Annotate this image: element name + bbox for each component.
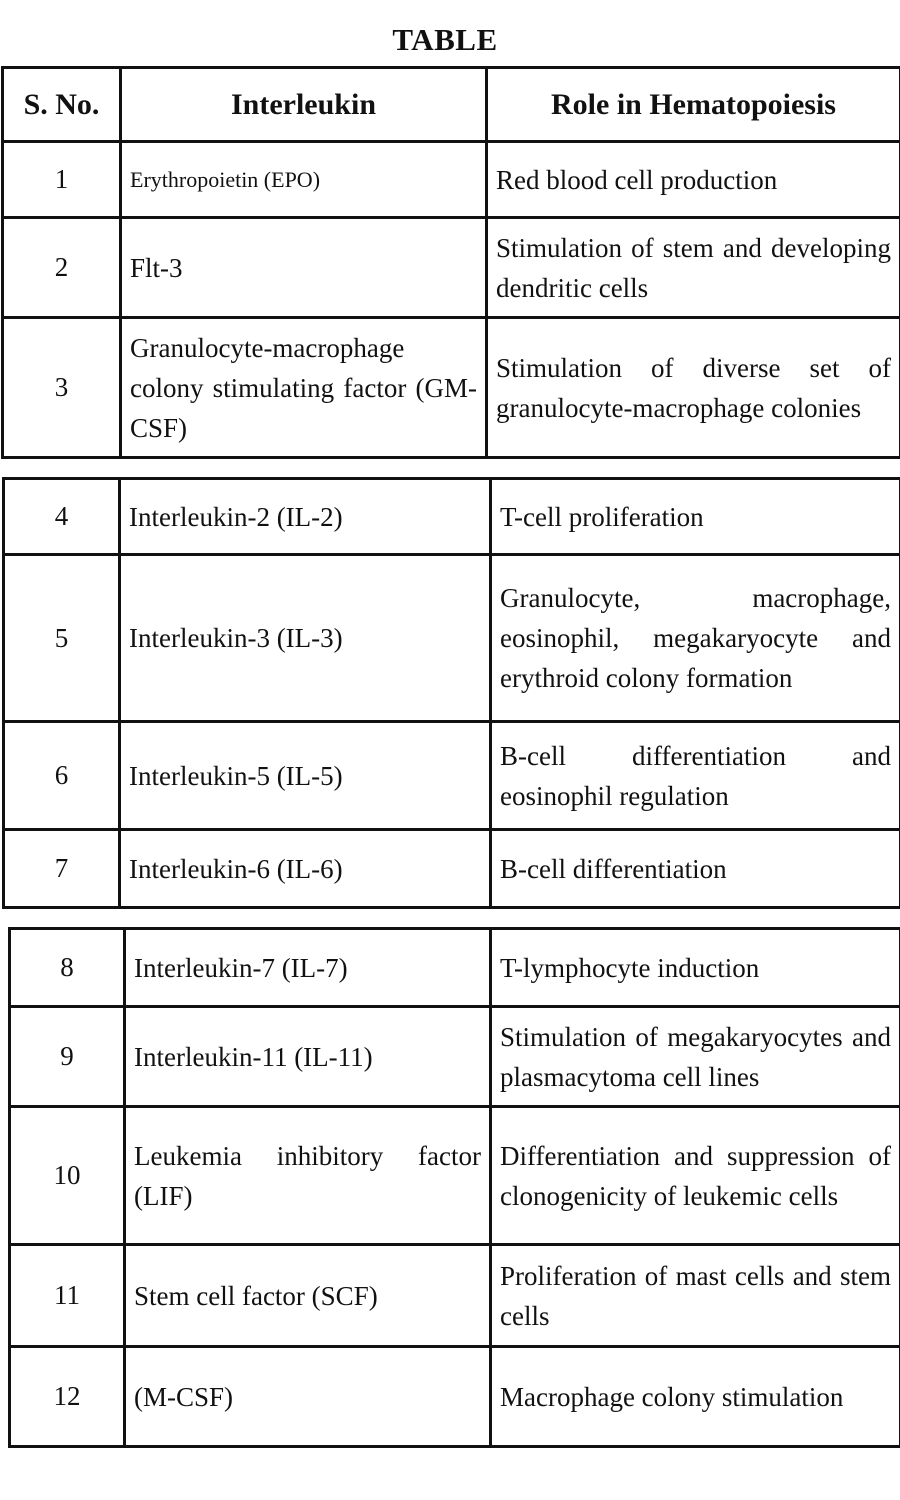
row-role: Stimulation of stem and developing dendritic cells xyxy=(496,232,891,303)
table-row xyxy=(10,1347,900,1447)
table-row xyxy=(3,318,900,458)
table-row xyxy=(10,1007,900,1107)
row-role: T-lymphocyte induction xyxy=(500,952,760,983)
header-role: Role in Hematopoiesis xyxy=(487,68,900,142)
row-interleukin: Interleukin-7 (IL-7) xyxy=(134,952,348,983)
cytokine-table-part-3 xyxy=(8,927,900,1448)
table-title: TABLE xyxy=(392,22,498,57)
row-interleukin: Stem cell factor (SCF) xyxy=(134,1280,378,1311)
cytokine-table-part-2 xyxy=(2,477,900,909)
row-role: Differentiation and suppression of clonogenicity of leukemic cells xyxy=(500,1140,891,1211)
row-sno: 3 xyxy=(3,318,121,458)
row-role: T-cell proliferation xyxy=(500,501,704,532)
row-sno: 4 xyxy=(4,479,120,555)
table-row xyxy=(3,142,900,218)
row-interleukin: (M-CSF) xyxy=(134,1381,234,1412)
table-row xyxy=(10,1245,900,1347)
row-sno: 5 xyxy=(4,555,120,722)
row-role: Stimulation of diverse set of granulocyte-macrophage colonies xyxy=(496,352,891,423)
row-interleukin: Leukemia inhibitory factor (LIF) xyxy=(134,1140,481,1211)
row-role: Proliferation of mast cells and stem cells xyxy=(500,1260,891,1331)
row-interleukin: Granulocyte-macrophage colony stimulating factor (GM-CSF) xyxy=(130,332,477,443)
row-sno: 10 xyxy=(10,1107,125,1245)
row-sno: 11 xyxy=(10,1245,125,1347)
row-sno: 8 xyxy=(10,929,125,1007)
row-role: Granulocyte, macrophage, eosinophil, megakaryocyte and erythroid colony formation xyxy=(500,583,891,693)
row-sno: 1 xyxy=(3,142,121,218)
row-sno: 6 xyxy=(4,722,120,830)
header-interleukin: Interleukin xyxy=(121,68,487,142)
row-sno: 2 xyxy=(3,218,121,318)
table-row xyxy=(3,218,900,318)
row-role: Stimulation of megakaryocytes and plasmacytoma cell lines xyxy=(500,1021,891,1092)
table-row xyxy=(4,479,900,555)
row-role: Macrophage colony stimulation xyxy=(500,1381,844,1412)
row-sno: 12 xyxy=(10,1347,125,1447)
cytokine-table-part-1 xyxy=(1,66,900,459)
row-role: Red blood cell production xyxy=(496,164,778,195)
row-role: B-cell differentiation xyxy=(500,853,727,884)
row-interleukin: Erythropoietin (EPO) xyxy=(130,166,321,192)
row-sno: 9 xyxy=(10,1007,125,1107)
table-header-row xyxy=(3,68,900,142)
table-row xyxy=(4,555,900,722)
table-row xyxy=(10,929,900,1007)
row-interleukin: Flt-3 xyxy=(130,252,183,283)
row-interleukin: Interleukin-2 (IL-2) xyxy=(129,501,343,532)
table-row xyxy=(4,722,900,830)
table-row xyxy=(4,830,900,908)
table-row xyxy=(10,1107,900,1245)
row-interleukin: Interleukin-11 (IL-11) xyxy=(134,1041,373,1072)
row-sno: 7 xyxy=(4,830,120,908)
row-interleukin: Interleukin-5 (IL-5) xyxy=(129,760,343,791)
row-interleukin: Interleukin-6 (IL-6) xyxy=(129,853,343,884)
row-role: B-cell differentiation and eosinophil regulation xyxy=(500,740,891,811)
header-sno: S. No. xyxy=(3,68,121,142)
row-interleukin: Interleukin-3 (IL-3) xyxy=(129,623,343,653)
